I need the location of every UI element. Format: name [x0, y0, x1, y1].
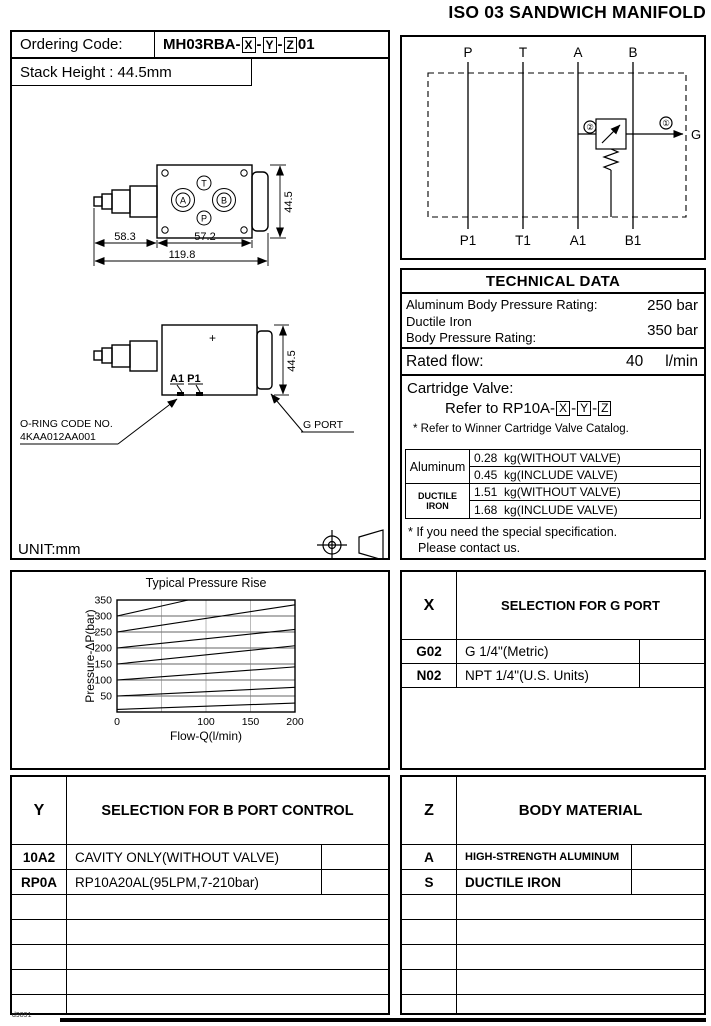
special-spec-note-line2: Please contact us.	[418, 541, 521, 556]
plus-mark: +	[209, 331, 217, 345]
svg-text:100: 100	[94, 674, 112, 687]
row-code: N02	[402, 664, 457, 687]
empty-cell	[457, 920, 704, 944]
row-desc: CAVITY ONLY(WITHOUT VALVE)	[67, 845, 322, 869]
x-table-header	[402, 572, 704, 640]
schematic-port-b: B	[628, 45, 638, 60]
svg-text:100: 100	[197, 716, 215, 728]
empty-cell	[67, 995, 388, 1015]
svg-text:350: 350	[94, 594, 112, 607]
special-spec-note	[408, 524, 617, 557]
side-view-port-mark-p1	[196, 392, 203, 396]
empty-cell	[67, 945, 388, 969]
technical-drawings	[12, 90, 388, 558]
empty-code-cell	[402, 920, 457, 944]
empty-cell	[67, 920, 388, 944]
schematic-marker-1: ①	[662, 118, 670, 128]
ordering-code-row	[12, 32, 388, 59]
row-desc: G 1/4"(Metric)	[457, 640, 640, 663]
ductile-rating-row	[406, 314, 700, 347]
y-table-title: SELECTION FOR B PORT CONTROL	[101, 802, 354, 819]
schematic-port-t1: T1	[515, 233, 531, 248]
g-port-callout-label: G PORT	[303, 419, 344, 431]
weight-value: 0.45 kg(INCLUDE VALVE)	[470, 467, 700, 484]
ductile-label-line2: Body Pressure Rating:	[406, 330, 537, 346]
top-view-port-a-label: A	[179, 195, 187, 206]
dim-44-5-side: 44.5	[286, 350, 298, 372]
table-row-empty	[12, 995, 388, 1015]
side-view-port-mark-a1	[177, 392, 184, 396]
ordering-code-suffix: 01	[297, 36, 315, 53]
row-desc: NPT 1/4"(U.S. Units)	[457, 664, 640, 687]
weight-material-ductile: DUCTILE IRON	[406, 484, 470, 518]
row-desc: HIGH-STRENGTH ALUMINUM	[457, 845, 632, 869]
oring-code-number: 4KAA012AA001	[20, 431, 96, 443]
weight-material-aluminum: Aluminum	[406, 450, 470, 484]
cartridge-refer-text: Refer to RP10A-	[445, 400, 556, 417]
table-row	[12, 845, 388, 870]
ordering-code-x: X	[242, 37, 256, 53]
table-row-empty	[402, 945, 704, 970]
schematic-port-p1: P1	[459, 233, 477, 248]
dim-119-8: 119.8	[168, 249, 196, 261]
dim-58-3: 58.3	[114, 231, 136, 243]
side-view-ports-label: A1 P1	[170, 373, 201, 385]
row-spacer	[640, 640, 704, 663]
stack-height-label: Stack Height : 44.5mm	[12, 59, 252, 86]
schematic-port-b1: B1	[624, 233, 642, 248]
top-view-port-p-label: P	[200, 213, 208, 224]
table-row	[402, 870, 704, 895]
port-lines	[468, 62, 633, 229]
weight-value: 1.68 kg(INCLUDE VALVE)	[474, 502, 618, 517]
svg-text:150: 150	[94, 658, 112, 671]
z-table-code-header: Z	[402, 777, 457, 844]
x-table-code-header: X	[402, 572, 457, 639]
body-material-table	[400, 775, 706, 1015]
table-row-empty	[402, 920, 704, 945]
empty-cell	[67, 895, 388, 919]
table-row	[402, 640, 704, 664]
svg-text:0: 0	[114, 716, 120, 728]
technical-data-panel	[400, 268, 706, 560]
ductile-label-line1: Ductile Iron	[406, 314, 472, 329]
rated-flow-row	[402, 349, 704, 376]
table-row-empty	[12, 920, 388, 945]
x-table-title: SELECTION FOR G PORT	[501, 598, 660, 613]
schematic-panel	[400, 35, 706, 260]
special-spec-note-line1: * If you need the special specification.	[408, 525, 618, 539]
empty-code-cell	[12, 970, 67, 994]
ordering-code-prefix: MH03RBA-	[163, 36, 241, 53]
cartridge-y: Y	[577, 401, 591, 416]
table-row	[12, 870, 388, 895]
empty-code-cell	[402, 995, 457, 1015]
row-spacer	[632, 870, 704, 894]
side-view-port-leaders	[170, 384, 203, 392]
ordering-code-label: Ordering Code:	[12, 32, 155, 57]
page-title: ISO 03 SANDWICH MANIFOLD	[448, 2, 706, 22]
chart-title: Typical Pressure Rise	[145, 576, 267, 590]
aluminum-rating-label: Aluminum Body Pressure Rating:	[406, 297, 598, 313]
row-spacer	[640, 664, 704, 687]
cartridge-refer-line	[445, 400, 704, 417]
weight-table	[405, 449, 701, 519]
schematic-port-p: P	[463, 45, 473, 60]
ordering-dash-2: -	[277, 36, 283, 53]
svg-text:300: 300	[94, 610, 112, 623]
pressure-ratings-section	[402, 294, 704, 349]
aluminum-rating-row	[406, 297, 700, 314]
rated-flow-value: 40	[626, 352, 644, 370]
projection-symbols	[317, 530, 383, 558]
svg-text:200: 200	[286, 716, 304, 728]
top-view-port-b-label: B	[220, 195, 228, 206]
row-spacer	[632, 845, 704, 869]
footer-doc-code: d9891	[12, 1012, 32, 1019]
table-row-empty	[402, 995, 704, 1015]
pressure-rise-chart-panel	[10, 570, 390, 770]
cartridge-x: X	[556, 401, 570, 416]
row-code: A	[402, 845, 457, 869]
svg-text:200: 200	[94, 642, 112, 655]
chart-x-axis-label: Flow-Q(l/min)	[170, 729, 242, 743]
hydraulic-schematic	[402, 37, 704, 258]
cartridge-dash-1: -	[571, 400, 577, 417]
empty-code-cell	[12, 920, 67, 944]
ordering-dash-1: -	[256, 36, 262, 53]
aluminum-rating-value: 250 bar	[647, 297, 698, 314]
b-port-control-table	[10, 775, 390, 1015]
ductile-rating-label	[406, 314, 626, 347]
weight-value: 1.51 kg(WITHOUT VALVE)	[470, 484, 700, 501]
empty-code-cell	[12, 895, 67, 919]
row-desc: RP10A20AL(95LPM,7-210bar)	[67, 870, 322, 894]
table-row	[402, 664, 704, 688]
row-code: RP0A	[12, 870, 67, 894]
chart-y-axis-label: Pressure-ΔP(bar)	[83, 609, 97, 703]
cartridge-note: * Refer to Winner Cartridge Valve Catalog.	[413, 423, 629, 435]
cartridge-dash-2: -	[592, 400, 598, 417]
ordering-code-y: Y	[263, 37, 277, 53]
z-table-header	[402, 777, 704, 845]
row-spacer	[322, 845, 388, 869]
rated-flow-label: Rated flow:	[406, 352, 484, 370]
rated-flow-unit: l/min	[665, 352, 698, 370]
row-code: G02	[402, 640, 457, 663]
dim-57-2: 57.2	[194, 231, 216, 243]
manifold-boundary	[428, 73, 686, 217]
empty-cell	[457, 970, 704, 994]
row-code: 10A2	[12, 845, 67, 869]
schematic-port-t: T	[518, 45, 528, 60]
schematic-marker-2: ②	[586, 122, 594, 132]
row-spacer	[322, 870, 388, 894]
table-row-empty	[12, 970, 388, 995]
technical-data-title: TECHNICAL DATA	[402, 270, 704, 294]
empty-cell	[457, 895, 704, 919]
dim-44-5-top: 44.5	[283, 191, 295, 213]
svg-text:50: 50	[100, 690, 112, 703]
schematic-port-a1: A1	[569, 233, 587, 248]
cartridge-z: Z	[598, 401, 611, 416]
unit-label: UNIT:mm	[18, 541, 81, 558]
table-row-empty	[402, 970, 704, 995]
drawing-panel	[10, 30, 390, 560]
cartridge-valve-section	[402, 376, 704, 446]
empty-cell	[457, 995, 704, 1015]
oring-code-label: O-RING CODE NO.	[20, 418, 113, 430]
schematic-g-label: G	[691, 127, 702, 142]
svg-text:150: 150	[241, 716, 260, 728]
relief-valve	[578, 117, 683, 217]
g-port-selection-table	[400, 570, 706, 770]
row-desc: DUCTILE IRON	[457, 870, 632, 894]
empty-code-cell	[12, 945, 67, 969]
empty-cell	[457, 945, 704, 969]
empty-code-cell	[402, 945, 457, 969]
chart-plot	[12, 572, 388, 742]
weight-value: 0.28 kg(WITHOUT VALVE)	[470, 450, 700, 467]
empty-code-cell	[402, 895, 457, 919]
table-row-empty	[12, 895, 388, 920]
empty-code-cell	[402, 970, 457, 994]
ordering-code-value	[155, 36, 315, 53]
svg-text:250: 250	[94, 626, 112, 639]
row-code: S	[402, 870, 457, 894]
schematic-port-a: A	[573, 45, 583, 60]
table-row	[402, 845, 704, 870]
table-row-empty	[402, 895, 704, 920]
y-table-code-header: Y	[12, 777, 67, 844]
y-table-header	[12, 777, 388, 845]
ductile-rating-value: 350 bar	[647, 321, 698, 339]
cartridge-valve-label: Cartridge Valve:	[407, 380, 514, 397]
table-row-empty	[12, 945, 388, 970]
empty-cell	[67, 970, 388, 994]
footer-rule	[60, 1018, 706, 1022]
ordering-code-z: Z	[284, 37, 297, 53]
z-table-title: BODY MATERIAL	[518, 802, 643, 819]
top-view-port-t-label: T	[201, 178, 207, 189]
